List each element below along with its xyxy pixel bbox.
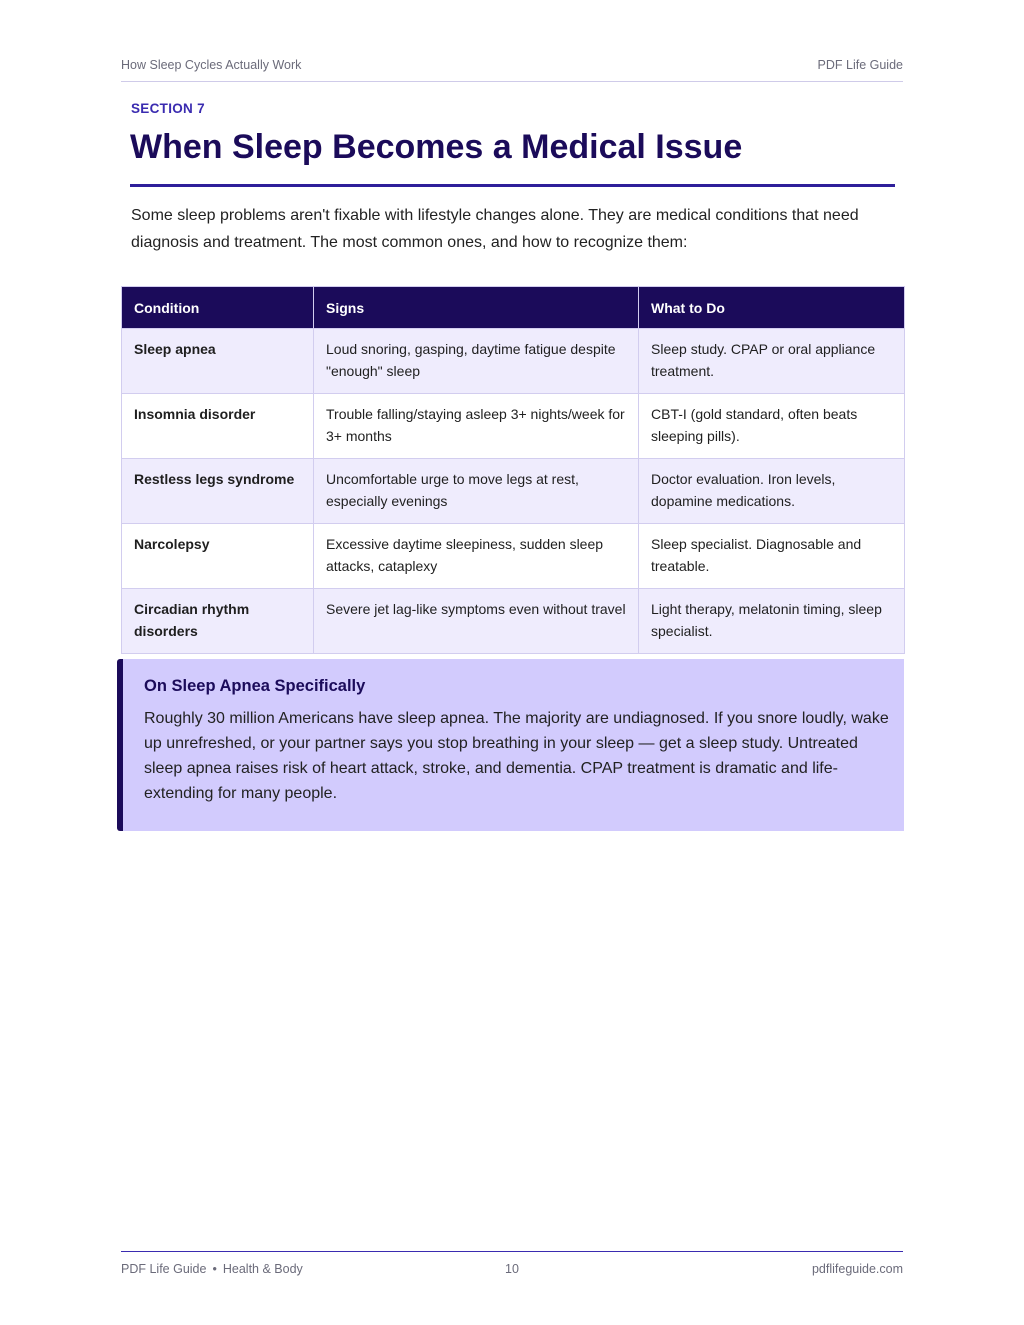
action-cell: CBT-I (gold standard, often beats sleeping pills).	[639, 394, 905, 459]
footer-divider	[121, 1251, 903, 1252]
sleep-apnea-callout	[117, 659, 904, 831]
condition-cell: Narcolepsy	[122, 524, 314, 589]
title-underline	[130, 184, 895, 187]
table-row	[122, 329, 905, 394]
conditions-table	[121, 286, 905, 654]
signs-cell: Severe jet lag-like symptoms even without travel	[314, 589, 639, 654]
table-row	[122, 394, 905, 459]
page-number: 10	[505, 1262, 519, 1276]
footer-brand: PDF Life Guide	[121, 1262, 207, 1276]
condition-cell: Sleep apnea	[122, 329, 314, 394]
signs-cell: Uncomfortable urge to move legs at rest, especially evenings	[314, 459, 639, 524]
intro-paragraph: Some sleep problems aren't fixable with lifestyle changes alone. They are medical conditions that need diagnosis and treatment. The most common ones, and how to recognize them:	[131, 207, 859, 251]
table-row	[122, 524, 905, 589]
action-cell: Light therapy, melatonin timing, sleep specialist.	[639, 589, 905, 654]
column-header-signs: Signs	[314, 287, 639, 329]
callout-title: On Sleep Apnea Specifically	[144, 677, 366, 695]
header-document-title: How Sleep Cycles Actually Work	[121, 58, 302, 72]
table-header-row	[122, 287, 905, 329]
footer-category: Health & Body	[222, 1262, 303, 1276]
signs-cell: Excessive daytime sleepiness, sudden sleep attacks, cataplexy	[314, 524, 639, 589]
condition-cell: Restless legs syndrome	[122, 459, 314, 524]
footer-website: pdflifeguide.com	[811, 1262, 903, 1276]
action-cell: Sleep study. CPAP or oral appliance treatment.	[639, 329, 905, 394]
page-title: When Sleep Becomes a Medical Issue	[130, 128, 743, 166]
condition-cell: Circadian rhythm disorders	[122, 589, 314, 654]
signs-cell: Loud snoring, gasping, daytime fatigue despite "enough" sleep	[314, 329, 639, 394]
table-row	[122, 589, 905, 654]
page-header	[121, 58, 903, 72]
column-header-what-to-do: What to Do	[639, 287, 905, 329]
condition-cell: Insomnia disorder	[122, 394, 314, 459]
section-kicker: SECTION 7	[131, 101, 205, 116]
table-row	[122, 459, 905, 524]
action-cell: Doctor evaluation. Iron levels, dopamine medications.	[639, 459, 905, 524]
header-brand: PDF Life Guide	[817, 58, 903, 72]
footer-separator: •	[212, 1262, 217, 1276]
callout-text: Roughly 30 million Americans have sleep apnea. The majority are undiagnosed. If you snore loudly, wake up unrefreshed, or your partner says you stop breathing in your sleep — get a sleep study. Untreated sleep apnea raises risk of heart attack, stroke, and dementia. CPAP treatment is dramatic and life-extending for many people.	[144, 710, 889, 802]
column-header-condition: Condition	[122, 287, 314, 329]
page-footer	[121, 1262, 903, 1278]
action-cell: Sleep specialist. Diagnosable and treatable.	[639, 524, 905, 589]
header-divider	[121, 81, 903, 82]
signs-cell: Trouble falling/staying asleep 3+ nights/week for 3+ months	[314, 394, 639, 459]
